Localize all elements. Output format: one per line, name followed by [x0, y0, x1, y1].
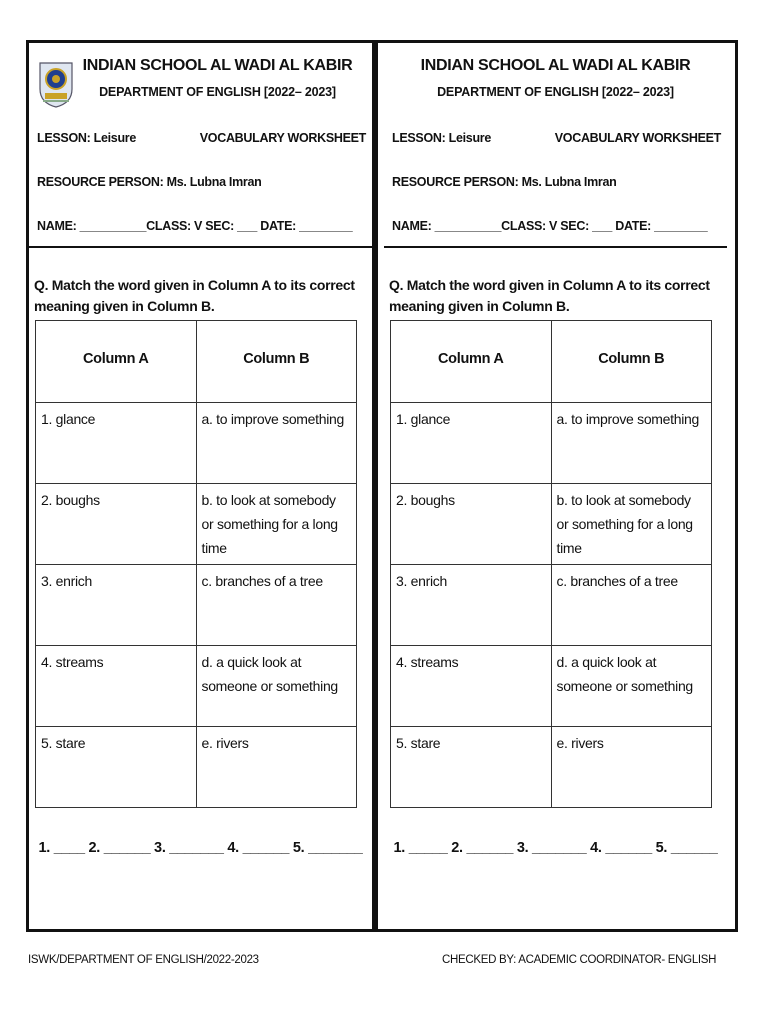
column-b-cell: c. branches of a tree: [196, 565, 357, 646]
worksheet-sheet: [26, 40, 738, 932]
worksheet-left-copy: [29, 43, 372, 929]
column-a-header: Column A: [36, 321, 197, 403]
table-header-row: [36, 321, 357, 403]
column-a-cell: 2. boughs: [36, 484, 197, 565]
matching-table: [35, 320, 357, 808]
table-row: [391, 484, 712, 565]
worksheet-right-copy: [384, 43, 727, 929]
column-a-cell: 4. streams: [36, 646, 197, 727]
table-row: [36, 565, 357, 646]
column-a-cell: 3. enrich: [36, 565, 197, 646]
column-a-cell: 1. glance: [36, 403, 197, 484]
column-b-cell: d. a quick look at someone or something: [196, 646, 357, 727]
column-b-cell: b. to look at somebody or something for a long time: [551, 484, 712, 565]
column-b-cell: a. to improve something: [551, 403, 712, 484]
worksheet-header: [29, 43, 372, 248]
table-row: [391, 403, 712, 484]
column-b-cell: c. branches of a tree: [551, 565, 712, 646]
worksheet-header: [384, 43, 727, 248]
school-name: INDIAN SCHOOL AL WADI AL KABIR: [82, 57, 353, 74]
table-row: [391, 565, 712, 646]
table-row: [391, 646, 712, 727]
table-row: [36, 403, 357, 484]
answer-line: 1. _____ 2. ______ 3. _______ 4. ______ 5. ______: [393, 840, 718, 856]
column-a-cell: 5. stare: [391, 727, 552, 808]
question-text: Q. Match the word given in Column A to its correct meaning given in Column B.: [34, 277, 355, 314]
column-a-header: Column A: [391, 321, 552, 403]
column-b-cell: e. rivers: [196, 727, 357, 808]
lesson-label: LESSON: Leisure: [37, 131, 136, 145]
lesson-row: [392, 131, 721, 145]
answer-line: 1. ____ 2. ______ 3. _______ 4. ______ 5. _______: [38, 840, 363, 856]
student-details-line: NAME: __________CLASS: V SEC: ___ DATE: ________: [37, 219, 353, 233]
column-a-cell: 2. boughs: [391, 484, 552, 565]
matching-table: [390, 320, 712, 808]
column-a-cell: 3. enrich: [391, 565, 552, 646]
question-text: Q. Match the word given in Column A to its correct meaning given in Column B.: [389, 277, 710, 314]
column-b-cell: d. a quick look at someone or something: [551, 646, 712, 727]
department-title: DEPARTMENT OF ENGLISH [2022– 2023]: [99, 85, 336, 99]
table-row: [36, 727, 357, 808]
resource-person: RESOURCE PERSON: Ms. Lubna Imran: [37, 175, 262, 189]
student-details-line: NAME: __________CLASS: V SEC: ___ DATE: ________: [392, 219, 708, 233]
column-a-cell: 5. stare: [36, 727, 197, 808]
column-b-cell: a. to improve something: [196, 403, 357, 484]
footer-checked-by: CHECKED BY: ACADEMIC COORDINATOR- ENGLISH: [442, 954, 717, 966]
column-b-cell: b. to look at somebody or something for a long time: [196, 484, 357, 565]
column-a-cell: 1. glance: [391, 403, 552, 484]
center-divider: [372, 40, 378, 932]
footer-department-code: ISWK/DEPARTMENT OF ENGLISH/2022-2023: [28, 954, 259, 966]
school-name: INDIAN SCHOOL AL WADI AL KABIR: [420, 57, 691, 74]
column-b-cell: e. rivers: [551, 727, 712, 808]
resource-person: RESOURCE PERSON: Ms. Lubna Imran: [392, 175, 617, 189]
column-b-header: Column B: [196, 321, 357, 403]
department-title: DEPARTMENT OF ENGLISH [2022– 2023]: [437, 85, 674, 99]
worksheet-type: VOCABULARY WORKSHEET: [199, 131, 366, 145]
lesson-label: LESSON: Leisure: [392, 131, 491, 145]
table-row: [36, 484, 357, 565]
table-row: [391, 727, 712, 808]
worksheet-type: VOCABULARY WORKSHEET: [554, 131, 721, 145]
lesson-row: [37, 131, 366, 145]
table-header-row: [391, 321, 712, 403]
column-b-header: Column B: [551, 321, 712, 403]
column-a-cell: 4. streams: [391, 646, 552, 727]
table-row: [36, 646, 357, 727]
